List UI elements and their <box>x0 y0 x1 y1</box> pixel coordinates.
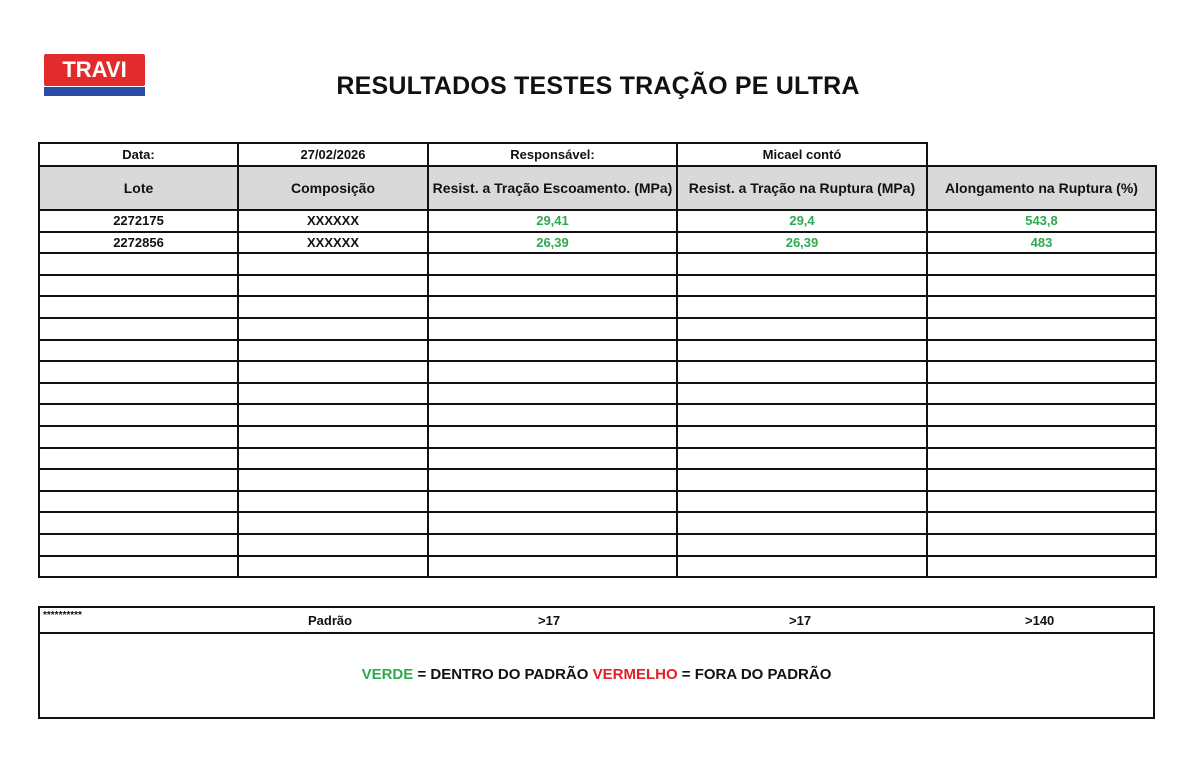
legend-green-word: VERDE <box>361 666 414 683</box>
empty-cell[interactable] <box>238 253 428 275</box>
date-label: Data: <box>39 143 238 166</box>
empty-cell[interactable] <box>927 340 1156 362</box>
empty-cell[interactable] <box>39 404 238 426</box>
empty-cell[interactable] <box>428 404 677 426</box>
cell-composicao[interactable]: XXXXXX <box>238 210 428 232</box>
empty-cell[interactable] <box>927 491 1156 513</box>
table-row-empty <box>39 296 1156 318</box>
logo-text: TRAVI <box>44 54 145 86</box>
cell-ruptura[interactable]: 29,4 <box>677 210 927 232</box>
empty-cell[interactable] <box>238 318 428 340</box>
empty-cell[interactable] <box>927 361 1156 383</box>
table-row-empty <box>39 404 1156 426</box>
table-row-empty <box>39 512 1156 534</box>
table-row-empty <box>39 361 1156 383</box>
cell-lote[interactable]: 2272856 <box>39 232 238 254</box>
empty-cell[interactable] <box>428 340 677 362</box>
page-title: RESULTADOS TESTES TRAÇÃO PE ULTRA <box>336 72 860 100</box>
empty-cell[interactable] <box>238 556 428 578</box>
standards-footer <box>38 606 1155 719</box>
empty-cell[interactable] <box>927 296 1156 318</box>
empty-cell[interactable] <box>428 469 677 491</box>
table-row-empty <box>39 383 1156 405</box>
empty-cell[interactable] <box>927 534 1156 556</box>
empty-cell[interactable] <box>428 361 677 383</box>
cell-composicao[interactable]: XXXXXX <box>238 232 428 254</box>
empty-cell[interactable] <box>927 383 1156 405</box>
table-row-empty <box>39 469 1156 491</box>
table-row-empty <box>39 556 1156 578</box>
table-row <box>39 232 1156 254</box>
table-row-empty <box>39 253 1156 275</box>
empty-cell[interactable] <box>238 275 428 297</box>
empty-cell[interactable] <box>428 556 677 578</box>
empty-cell[interactable] <box>39 469 238 491</box>
header-ruptura: Resist. a Tração na Ruptura (MPa) <box>677 166 927 210</box>
empty-cell[interactable] <box>428 318 677 340</box>
empty-cell[interactable] <box>238 512 428 534</box>
empty-cell[interactable] <box>677 340 927 362</box>
standard-escoamento: >17 <box>538 613 561 628</box>
standard-alongamento: >140 <box>1025 613 1055 628</box>
empty-cell[interactable] <box>428 383 677 405</box>
empty-cell[interactable] <box>677 556 927 578</box>
standard-ruptura: >17 <box>789 613 812 628</box>
empty-cell[interactable] <box>927 469 1156 491</box>
date-value[interactable]: 27/02/2026 <box>238 143 428 166</box>
empty-cell[interactable] <box>677 296 927 318</box>
empty-cell[interactable] <box>677 512 927 534</box>
table-row-empty <box>39 534 1156 556</box>
empty-cell[interactable] <box>238 534 428 556</box>
empty-cell[interactable] <box>39 534 238 556</box>
table-row-empty <box>39 448 1156 470</box>
empty-cell[interactable] <box>927 253 1156 275</box>
header-alongamento: Alongamento na Ruptura (%) <box>927 166 1156 210</box>
empty-cell[interactable] <box>927 275 1156 297</box>
empty-cell[interactable] <box>677 253 927 275</box>
table-row-empty <box>39 275 1156 297</box>
empty-cell[interactable] <box>39 318 238 340</box>
empty-cell[interactable] <box>39 491 238 513</box>
empty-cell[interactable] <box>677 491 927 513</box>
empty-cell[interactable] <box>677 275 927 297</box>
legend-green-text: = DENTRO DO PADRÃO <box>413 666 593 683</box>
empty-cell[interactable] <box>927 556 1156 578</box>
empty-cell[interactable] <box>238 340 428 362</box>
empty-cell[interactable] <box>39 383 238 405</box>
empty-cell[interactable] <box>238 296 428 318</box>
empty-cell[interactable] <box>238 383 428 405</box>
empty-cell[interactable] <box>428 296 677 318</box>
empty-cell[interactable] <box>677 534 927 556</box>
header-lote: Lote <box>39 166 238 210</box>
empty-cell[interactable] <box>677 361 927 383</box>
table-row-empty <box>39 318 1156 340</box>
table-row-empty <box>39 491 1156 513</box>
cell-ruptura[interactable]: 26,39 <box>677 232 927 254</box>
cell-escoamento[interactable]: 26,39 <box>428 232 677 254</box>
color-legend <box>40 666 1153 683</box>
standard-label: Padrão <box>308 613 353 628</box>
cell-escoamento[interactable]: 29,41 <box>428 210 677 232</box>
empty-cell[interactable] <box>39 275 238 297</box>
blank-cell <box>927 143 1156 166</box>
empty-cell[interactable] <box>428 275 677 297</box>
header-composicao: Composição <box>238 166 428 210</box>
empty-cell[interactable] <box>927 448 1156 470</box>
responsible-label: Responsável: <box>428 143 677 166</box>
empty-cell[interactable] <box>677 404 927 426</box>
empty-cell[interactable] <box>39 448 238 470</box>
empty-cell[interactable] <box>39 296 238 318</box>
empty-cell[interactable] <box>927 318 1156 340</box>
empty-cell[interactable] <box>238 448 428 470</box>
responsible-value[interactable]: Micael contó <box>677 143 927 166</box>
empty-cell[interactable] <box>238 361 428 383</box>
empty-cell[interactable] <box>238 404 428 426</box>
empty-cell[interactable] <box>677 426 927 448</box>
empty-cell[interactable] <box>428 534 677 556</box>
table-row-empty <box>39 340 1156 362</box>
empty-cell[interactable] <box>428 448 677 470</box>
results-table <box>38 142 1157 578</box>
empty-cell[interactable] <box>677 469 927 491</box>
standards-row <box>40 608 1153 634</box>
empty-cell[interactable] <box>238 469 428 491</box>
empty-cell[interactable] <box>39 361 238 383</box>
empty-cell[interactable] <box>428 253 677 275</box>
cell-alongamento[interactable]: 543,8 <box>927 210 1156 232</box>
empty-cell[interactable] <box>927 404 1156 426</box>
empty-cell[interactable] <box>238 426 428 448</box>
empty-cell[interactable] <box>428 512 677 534</box>
empty-cell[interactable] <box>677 448 927 470</box>
empty-cell[interactable] <box>39 512 238 534</box>
empty-cell[interactable] <box>677 318 927 340</box>
cell-alongamento[interactable]: 483 <box>927 232 1156 254</box>
empty-cell[interactable] <box>927 512 1156 534</box>
empty-cell[interactable] <box>677 383 927 405</box>
table-row-empty <box>39 426 1156 448</box>
legend-red-word: VERMELHO <box>592 666 678 683</box>
cell-lote[interactable]: 2272175 <box>39 210 238 232</box>
empty-cell[interactable] <box>39 426 238 448</box>
empty-cell[interactable] <box>39 556 238 578</box>
table-row <box>39 210 1156 232</box>
empty-cell[interactable] <box>428 426 677 448</box>
empty-cell[interactable] <box>428 491 677 513</box>
empty-cell[interactable] <box>39 340 238 362</box>
empty-cell[interactable] <box>238 491 428 513</box>
stars-cell: ********** <box>43 610 82 621</box>
legend-red-text: = FORA DO PADRÃO <box>677 666 832 683</box>
header-escoamento: Resist. a Tração Escoamento. (MPa) <box>428 166 677 210</box>
empty-cell[interactable] <box>39 253 238 275</box>
empty-cell[interactable] <box>927 426 1156 448</box>
